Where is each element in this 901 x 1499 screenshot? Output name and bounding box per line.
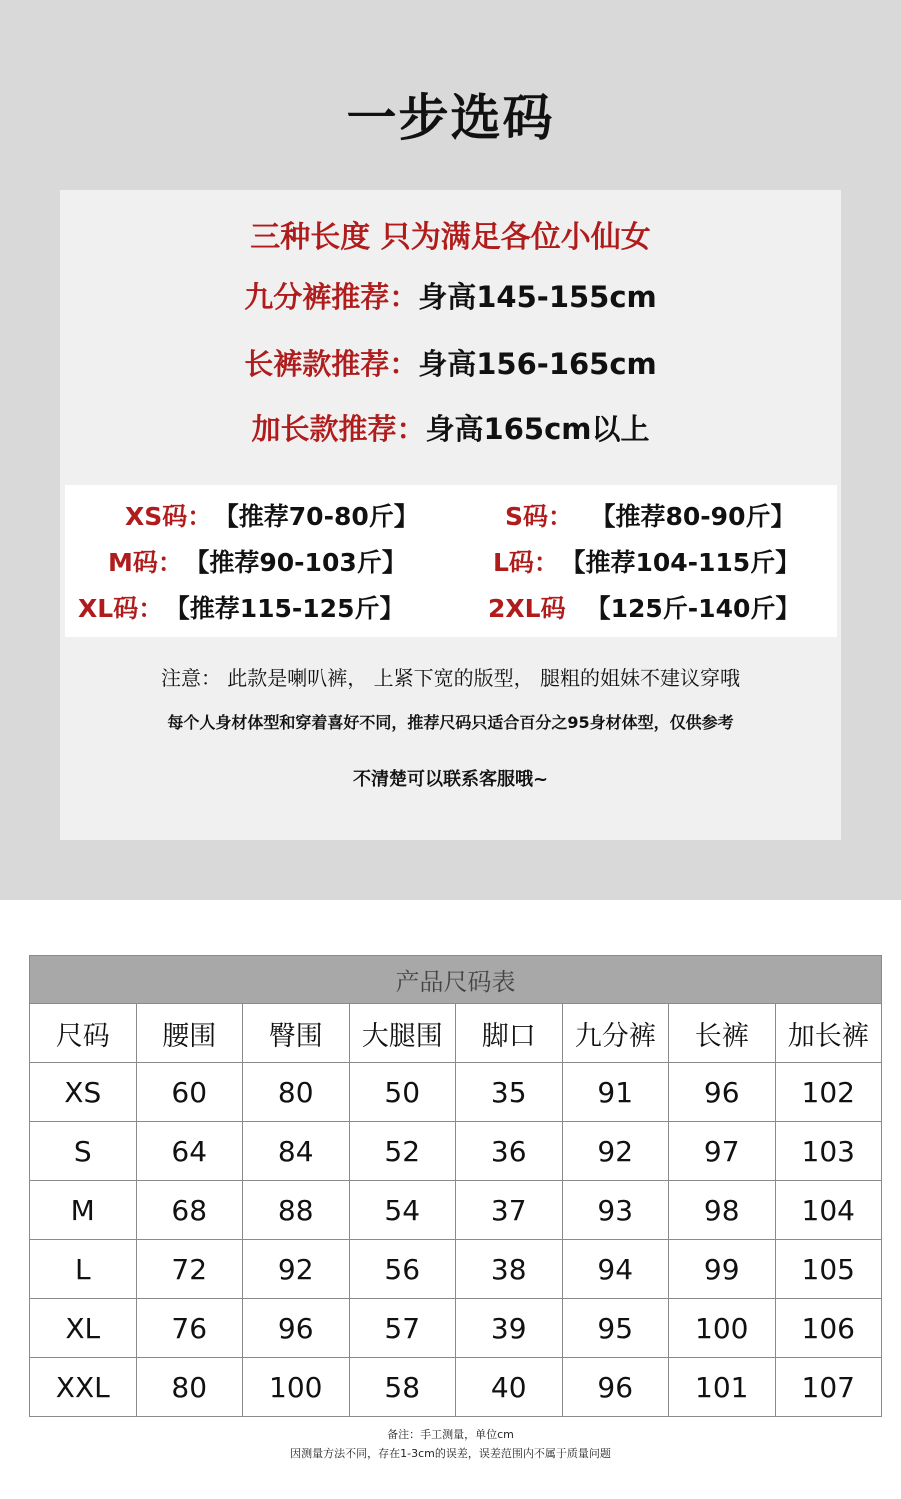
card-heading: 三种长度 只为满足各位小仙女 [250,220,651,255]
table-cell: 36 [456,1122,563,1181]
table-title: 产品尺码表 [30,956,882,1004]
header-extra-long-length: 加长裤 [775,1004,882,1063]
table-cell: 104 [775,1181,882,1240]
size-item-xl [78,589,404,625]
table-cell: 56 [349,1240,456,1299]
size-item-s [505,497,795,533]
page-title: 一步选码 [346,89,555,147]
table-cell: 76 [136,1299,243,1358]
table-cell: 107 [775,1358,882,1417]
table-cell: L [30,1240,137,1299]
recommendation-value: 身高156-165cm [418,347,657,381]
table-cell: XXL [30,1358,137,1417]
header-waist: 腰围 [136,1004,243,1063]
table-cell: 38 [456,1240,563,1299]
note-body-type: 每个人身材体型和穿着喜好不同，推荐尺码只适合百分之95身材体型，仅供参考 [167,713,734,732]
table-cell: 100 [669,1299,776,1358]
table-cell: 84 [243,1122,350,1181]
header-hem: 脚口 [456,1004,563,1063]
table-cell: 91 [562,1063,669,1122]
size-range: 【推荐80-90斤】 [603,502,796,531]
size-code: XS码： [125,502,213,531]
table-cell: 57 [349,1299,456,1358]
table-cell: 101 [669,1358,776,1417]
size-range: 【125斤-140斤】 [585,594,801,623]
recommendation-row-extra-long [60,407,841,448]
size-table [29,955,882,1411]
table-cell: XL [30,1299,137,1358]
table-row [30,1358,882,1417]
table-cell: 35 [456,1063,563,1122]
note-contact-service: 不清楚可以联系客服哦~ [352,769,549,790]
table-cell: 94 [562,1240,669,1299]
size-code: 2XL码 [488,594,566,623]
header-thigh: 大腿围 [349,1004,456,1063]
table-cell: 100 [243,1358,350,1417]
table-cell: 39 [456,1299,563,1358]
table-row [30,1240,882,1299]
table-cell: 80 [136,1358,243,1417]
recommendation-label: 加长款推荐： [251,412,426,446]
table-cell: 88 [243,1181,350,1240]
table-cell: 102 [775,1063,882,1122]
table-row [30,1063,882,1122]
table-cell: M [30,1181,137,1240]
table-cell: 37 [456,1181,563,1240]
table-cell: 97 [669,1122,776,1181]
table-cell: 95 [562,1299,669,1358]
table-cell: 106 [775,1299,882,1358]
table-cell: 52 [349,1122,456,1181]
header-size: 尺码 [30,1004,137,1063]
size-weight-box [65,485,837,637]
table-cell: 96 [243,1299,350,1358]
table-cell: XS [30,1063,137,1122]
table-cell: S [30,1122,137,1181]
recommendation-value: 身高165cm以上 [425,412,650,446]
recommendation-row-long [60,342,841,383]
header-hip: 臀围 [243,1004,350,1063]
table-cell: 80 [243,1063,350,1122]
recommendation-label: 九分裤推荐： [244,280,419,314]
table-cell: 93 [562,1181,669,1240]
size-code: M码： [108,548,183,577]
size-code: L码： [493,548,559,577]
table-cell: 96 [562,1358,669,1417]
size-item-m [108,543,407,579]
recommendation-label: 长裤款推荐： [244,347,419,381]
size-range: 【推荐115-125斤】 [177,594,405,623]
recommendation-row-cropped [60,275,841,316]
size-code: S码： [505,502,574,531]
size-item-2xl [488,589,800,625]
size-item-l [493,543,800,579]
footnote-measurement: 备注：手工测量，单位cm [387,1428,514,1441]
table-cell: 40 [456,1358,563,1417]
table-row [30,1181,882,1240]
size-guide-card [60,190,841,840]
table-row [30,1122,882,1181]
footnote-tolerance: 因测量方法不同，存在1-3cm的误差，误差范围内不属于质量问题 [290,1447,611,1460]
table-cell: 99 [669,1240,776,1299]
size-code: XL码： [78,594,164,623]
table-cell: 98 [669,1181,776,1240]
size-item-xs [125,497,419,533]
table-cell: 103 [775,1122,882,1181]
size-range: 【推荐104-115斤】 [572,548,801,577]
table-cell: 92 [562,1122,669,1181]
table-cell: 50 [349,1063,456,1122]
table-cell: 105 [775,1240,882,1299]
table-cell: 64 [136,1122,243,1181]
recommendation-value: 身高145-155cm [418,280,657,314]
table-cell: 58 [349,1358,456,1417]
table-cell: 96 [669,1063,776,1122]
table-row [30,1299,882,1358]
table-cell: 68 [136,1181,243,1240]
size-range: 【推荐70-80斤】 [226,502,419,531]
table-cell: 54 [349,1181,456,1240]
header-long-length: 长裤 [669,1004,776,1063]
header-cropped-length: 九分裤 [562,1004,669,1063]
table-cell: 60 [136,1063,243,1122]
table-cell: 92 [243,1240,350,1299]
size-range: 【推荐90-103斤】 [196,548,407,577]
note-flare-fit: 注意： 此款是喇叭裤， 上紧下宽的版型， 腿粗的姐妹不建议穿哦 [160,666,741,690]
table-header-row [30,1004,882,1063]
table-cell: 72 [136,1240,243,1299]
